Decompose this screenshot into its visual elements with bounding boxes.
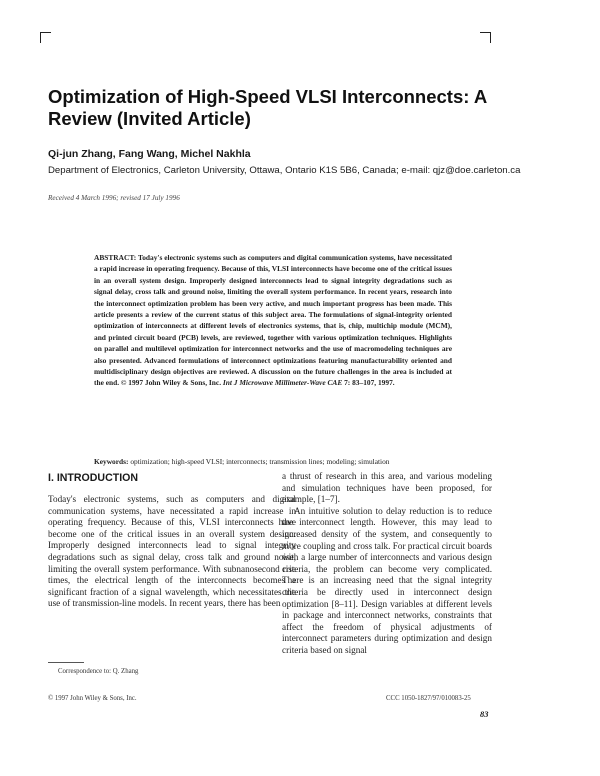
abstract-text: ABSTRACT: Today's electronic systems such as computers and digital communication systems, have necessitated a rapid increase in operating frequency. Because of this, VLSI interconnects have become one of the critical issues in an overall system design. Improperly designed interconnects lead to signal integrity degradations such as signal delay, cross talk and ground noise, limiting the overall system performance. In recent years, research into the interconnect optimization problem has been very active, and much important progress has been made. This article presents a review of the current status of this subject area. The formulations of signal-integrity oriented optimization of interconnects at different levels of electronics systems, that is, chip, multichip module (MCM), and printed circuit board (PCB) levels, are reviewed, together with various optimization techniques. Highlights on parallel and multilevel optimization for interconnect networks and the use of macromodeling techniques are also presented. Advanced formulations of interconnect optimizations featuring manufacturability oriented and multidisciplinary design objectives are reviewed. A discussion on the future challenges in the area is included at the end. bbox=[94, 253, 452, 388]
abstract bbox=[94, 252, 452, 389]
page-number: 83 bbox=[480, 710, 489, 719]
received-dates: Received 4 March 1996; revised 17 July 1996 bbox=[48, 194, 180, 202]
abstract-citation-journal: Int J Microwave Millimeter-Wave CAE bbox=[222, 378, 343, 388]
footer-copyright: © 1997 John Wiley & Sons, Inc. bbox=[48, 695, 137, 702]
section-heading: I. INTRODUCTION bbox=[48, 472, 139, 484]
abstract-copyright: © 1997 John Wiley & Sons, Inc. bbox=[120, 378, 222, 388]
article-title: Optimization of High-Speed VLSI Interconnects: A Review (Invited Article) bbox=[48, 86, 487, 129]
crop-mark-top-right bbox=[480, 32, 491, 43]
footer-ccc-code: CCC 1050-1827/97/010083-25 bbox=[386, 695, 471, 702]
footnote: Correspondence to: Q. Zhang bbox=[58, 668, 139, 675]
crop-mark-top-left bbox=[40, 32, 51, 43]
keywords-label: Keywords: bbox=[94, 457, 129, 466]
author-list: Qi-jun Zhang, Fang Wang, Michel Nakhla bbox=[48, 148, 251, 160]
body-column-right bbox=[282, 471, 492, 657]
affiliation: Department of Electronics, Carleton University, Ottawa, Ontario K1S 5B6, Canada; e-mail: qjz@doe.carleton.ca bbox=[48, 165, 521, 176]
keywords-text: optimization; high-speed VLSI; interconnects; transmission lines; modeling; simulation bbox=[130, 457, 390, 466]
abstract-citation-details: 7: 83–107, 1997. bbox=[344, 378, 395, 388]
body-column-left: Today's electronic systems, such as computers and digital communication systems, have necessitated a rapid increase in operating frequency. Because of this, VLSI interconnects have become one of the critical issues in an overall system design. Improperly designed interconnects lead to signal integrity degradations such as signal delay, cross talk and ground noise, limiting the overall system performance. With subnanosecond rise times, the electrical length of the interconnects becomes a significant fraction of a signal wavelength, which necessitates the use of transmission-line models. In recent years, there has been bbox=[48, 494, 296, 609]
footnote-rule bbox=[48, 662, 84, 663]
body-paragraph: a thrust of research in this area, and various modeling and simulation techniques have been proposed, for example, [1–7]. bbox=[282, 471, 492, 505]
keywords bbox=[94, 456, 452, 467]
body-paragraph: An intuitive solution to delay reduction is to reduce the interconnect length. However, this may lead to increased density of the system, and consequently to more coupling and cross talk. For practical circuit boards with a large number of interconnects and various design criteria, the problem can become very complicated. There is an increasing need that the signal integrity criteria be directly used in interconnect design optimization [8–11]. Design variables at different levels in package and interconnect networks, constraints that affect the freedom of physical adjustments of interconnect parameters during optimization and design criteria based on signal bbox=[282, 505, 492, 655]
